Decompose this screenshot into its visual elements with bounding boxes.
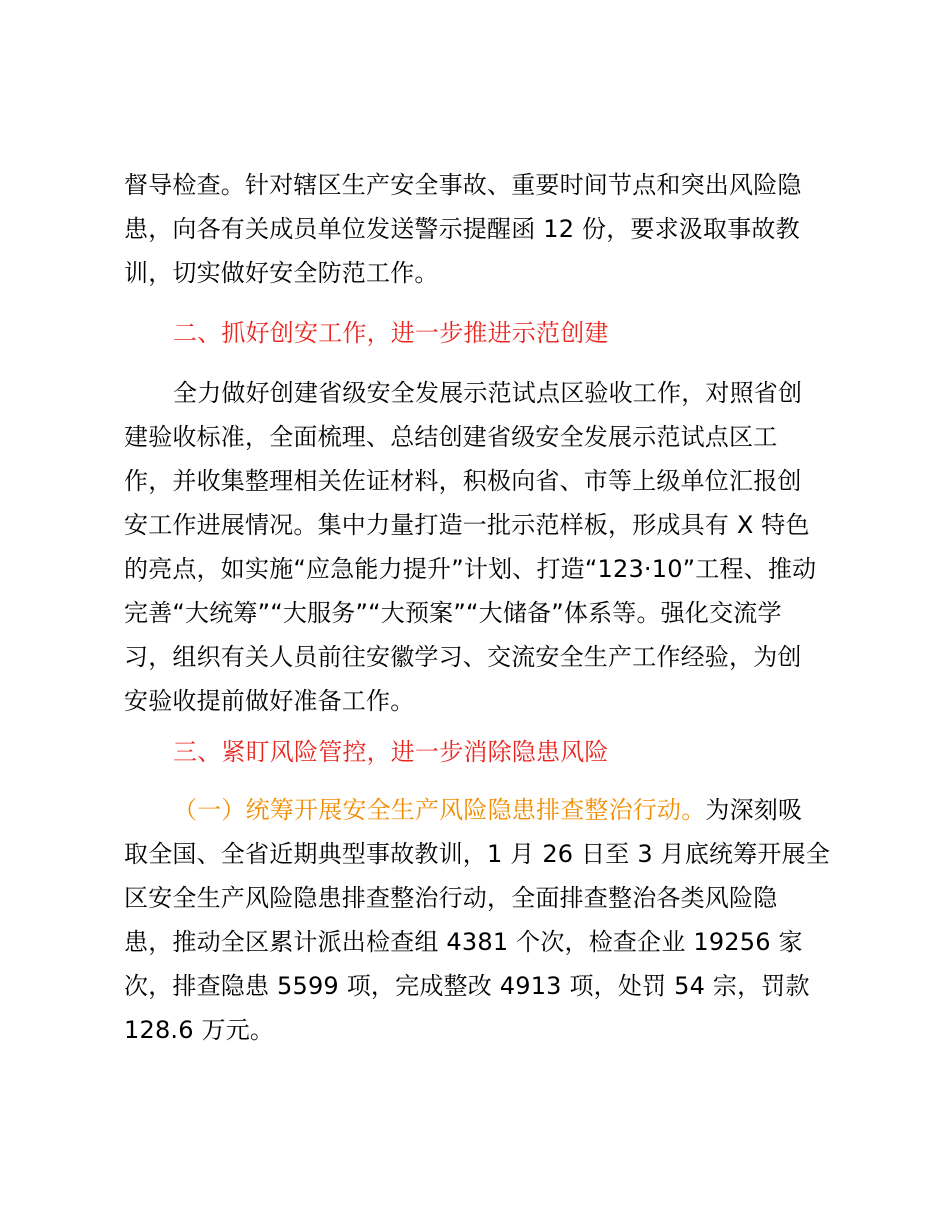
paragraph-line: 习，组织有关人员前往安徽学习、交流安全生产工作经验，为创 bbox=[124, 643, 802, 671]
section-heading-2: 二、抓好创安工作，进一步推进示范创建 bbox=[173, 319, 609, 347]
paragraph-line: 训，切实做好安全防范工作。 bbox=[124, 259, 439, 287]
paragraph-line: 次，排查隐患 5599 项，完成整改 4913 项，处罚 54 宗，罚款 bbox=[124, 972, 810, 1000]
paragraph-line: 督导检查。针对辖区生产安全事故、重要时间节点和突出风险隐 bbox=[124, 171, 802, 199]
paragraph-line: 患，推动全区累计派出检查组 4381 个次，检查企业 19256 家 bbox=[124, 928, 803, 956]
paragraph-line: 患，向各有关成员单位发送警示提醒函 12 份，要求汲取事故教 bbox=[124, 215, 800, 243]
paragraph-line: 建验收标准，全面梳理、总结创建省级安全发展示范试点区工 bbox=[124, 423, 778, 451]
subsection-title-1: （一）统筹开展安全生产风险隐患排查整治行动。 bbox=[173, 796, 706, 824]
paragraph-line: 128.6 万元。 bbox=[124, 1016, 275, 1044]
paragraph-text: 为深刻吸 bbox=[705, 796, 803, 824]
section-heading-3: 三、紧盯风险管控，进一步消除隐患风险 bbox=[173, 738, 609, 766]
paragraph-first-line bbox=[173, 795, 893, 825]
paragraph-line: 的亮点，如实施“应急能力提升”计划、打造“123·10”工程、推动 bbox=[124, 555, 817, 583]
paragraph-line: 全力做好创建省级安全发展示范试点区验收工作，对照省创 bbox=[173, 379, 803, 407]
paragraph-line: 安验收提前做好准备工作。 bbox=[124, 687, 415, 715]
paragraph-line: 区安全生产风险隐患排查整治行动，全面排查整治各类风险隐 bbox=[124, 884, 778, 912]
paragraph-line: 完善“大统筹”“大服务”“大预案”“大储备”体系等。强化交流学 bbox=[124, 599, 782, 627]
paragraph-line: 安工作进展情况。集中力量打造一批示范样板，形成具有 X 特色 bbox=[124, 511, 810, 539]
paragraph-line: 作，并收集整理相关佐证材料，积极向省、市等上级单位汇报创 bbox=[124, 467, 802, 495]
paragraph-line: 取全国、全省近期典型事故教训，1 月 26 日至 3 月底统筹开展全 bbox=[124, 840, 831, 868]
